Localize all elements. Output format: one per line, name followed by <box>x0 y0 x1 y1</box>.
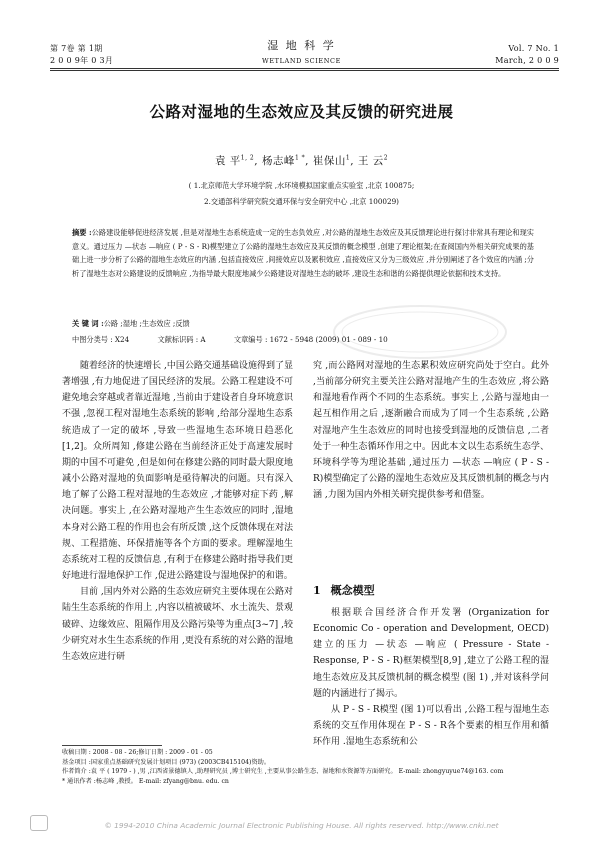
keywords-label: 关 键 词 : <box>72 319 104 328</box>
footnote-corresponding: * 通讯作者 :杨志峰 ,教授。 E-mail: zfyang@bnu. edu. cn <box>62 777 229 785</box>
keywords-text: 公路 ;湿地 ;生态效应 ;反馈 <box>103 319 190 328</box>
header-journal-cn: 湿 地 科 学 <box>267 39 336 52</box>
author-list <box>0 153 603 168</box>
header-rule-top <box>50 68 559 69</box>
footnote-received: 收稿日期 : 2008 - 08 - 26;修订日期 : 2009 - 01 - 05 <box>62 749 213 756</box>
footnotes <box>62 748 547 786</box>
clc-number: 中图分类号 : X24 <box>72 335 130 344</box>
abstract <box>72 226 534 280</box>
paragraph: 从 P - S - R模型 (图 1)可以看出 ,公路工程与湿地生态系统的交互作用体现在 P - S - R各个要素的相互作用和循环作用 .湿地生态系统和公 <box>313 704 549 748</box>
header-date-en: March, 2 0 0 9 <box>495 56 559 65</box>
header-journal-en: WETLAND SCIENCE <box>262 57 341 65</box>
abstract-label: 摘要 : <box>72 228 92 237</box>
header-vol-issue-cn: 第 7卷 第 1期 <box>50 44 103 53</box>
footnote-funding: 基金项目 :国家重点基础研究发展计划项目 (973) (2003CB415104)资助。 <box>62 758 271 766</box>
author: 袁 平$^{1, 2}$, <box>214 154 259 167</box>
affiliation-2: 2.交通部科学研究院交通环保与安全研究中心 ,北京 100029) <box>204 197 399 206</box>
document-code: 文献标识码 : A <box>157 335 206 344</box>
section-title: 概念模型 <box>330 584 375 597</box>
paragraph: 究 ,而公路网对湿地的生态累积效应研究尚处于空白。此外 ,当前部分研究主要关注公路对湿地产生的生态效应 ,将公路和湿地看作两个不同的生态系统。事实上 ,公路与湿地由一起互相作用之后 ,逐渐融合而成为了同一个生态系统 ,公路对湿地产生生态效应的同时也接受到湿地的反馈信息 ,二者处于一种生态循环作用之中。因此本文以生态系统生态学、环境科学等为理论基础 ,通过压力 —状态 —响应 ( P - S - R)模型确定了公路的湿地生态效应及其反馈机制的概念与内涵 ,力图为国内外相关研究提供参考和借鉴。 <box>313 361 549 501</box>
header-rule-bottom <box>50 70 559 71</box>
affiliation-1: ( 1.北京师范大学环境学院 ,水环境模拟国家重点实验室 ,北京 100875; <box>188 181 415 190</box>
paragraph: 随着经济的快速增长 ,中国公路交通基础设施得到了显著增强 ,有力地促进了国民经济的发展。公路工程建设不可避免地会穿越或者靠近湿地 ,当前由于建设者自身环境意识不强 ,忽视工程对湿地生态系统的影响 ,给部分湿地生态系统造成了一定的破坏 ,导致一些湿地生态环境日趋恶化[1,2]。众所周知 ,修建公路在当前经济正处于高速发展时期的中国不可避免 ,但是如何在修建公路的同时最大限度地减小公路对湿地的负面影响是亟待解决的问题。只有深入地了解了公路工程对湿地的生态效应 ,才能够对症下药 ,解决问题。事实上 ,在公路对湿地产生生态效应的同时 ,湿地本身对公路工程的作用也会有所反馈 ,这个反馈体现在对法规、工程措施、环保措施等各个方面的要求。理解湿地生态系统对工程的反馈信息 ,有利于在修建公路时指导我们更好地进行湿地保护工作 ,促进公路建设与湿地保护的和谐。 <box>62 361 293 582</box>
copyright-footer: © 1994-2010 China Academic Journal Electronic Publishing House. All rights reserved. http://www.cnki.net <box>104 821 499 830</box>
footnote-rule <box>62 745 162 746</box>
section-heading <box>313 582 375 598</box>
paragraph: 根据联合国经济合作开发署 (Organization for Economic Co - operation and Development, OECD)建立的压力 —状态 —响应 ( Pressure - State - Response, P - S - R)框架模型[8,9] ,建立了公路工程的湿地生态效应及其反馈机制的概念模型 (图 1) ,并对该科学问题的内涵进行了揭示。 <box>313 608 549 699</box>
header-vol-issue-en: Vol. 7 No. 1 <box>508 44 559 53</box>
author: 杨志峰$^{1 *}$, <box>261 154 310 167</box>
body-column-left <box>62 358 293 665</box>
author: 王 云$^2$ <box>357 154 389 167</box>
article-id: 文章编号 : 1672 - 5948 (2009) 01 - 089 - 10 <box>233 335 388 344</box>
watermark-stamp <box>330 302 510 362</box>
author: 崔保山$^1$, <box>312 154 355 167</box>
abstract-text: 公路建设能够促进经济发展 ,但是对湿地生态系统造成一定的生态负效应 ,对公路的湿地生态效应及其反馈理论进行探讨非常具有理论和现实意义。通过压力 —状态 —响应 ( P - S - R)模型建立了公路的湿地生态效应及其反馈的概念模型 ,创建了理论框架;在查阅国内外相关研究成果的基础上进一步分析了公路的湿地生态效应的内涵 ,包括直接效应 ,间接效应以及累积效应 ,直接效应又分为三级效应 ,并分别阐述了各个效应的内涵 ;分析了湿地生态对公路建设的反馈响应 ,为指导最大限度地减少公路建设对湿地生态的破坏 ,建设生态和谐的公路提供理论依据和技术支持。 <box>72 228 534 278</box>
section-number: 1 <box>313 584 321 597</box>
body-column-right-top <box>313 358 549 503</box>
header-date-cn: 2 0 0 9年 0 3月 <box>50 56 114 65</box>
paragraph: 目前 ,国内外对公路的生态效应研究主要体现在公路对陆生生态系统的作用上 ,内容以植被破坏、水土流失、景观破碎、边缘效应、阻隔作用及公路污染等为重点[3~7] ,较少研究对水生生态系统的作用 ,更没有系统的对公路的湿地生态效应进行研 <box>62 587 293 662</box>
footnote-author-bio: 作者简介 :袁 平 ( 1979 - ) ,男 ,江西省景德镇人 ,助理研究员 ,博士研究生 ,主要从事公路生态、湿地和水资源等方面研究。 E-mail: zhongyuyue74@163. com <box>62 768 504 776</box>
keywords <box>72 319 190 329</box>
paper-title: 公路对湿地的生态效应及其反馈的研究进展 <box>149 102 454 121</box>
body-column-right-bottom <box>313 605 549 750</box>
